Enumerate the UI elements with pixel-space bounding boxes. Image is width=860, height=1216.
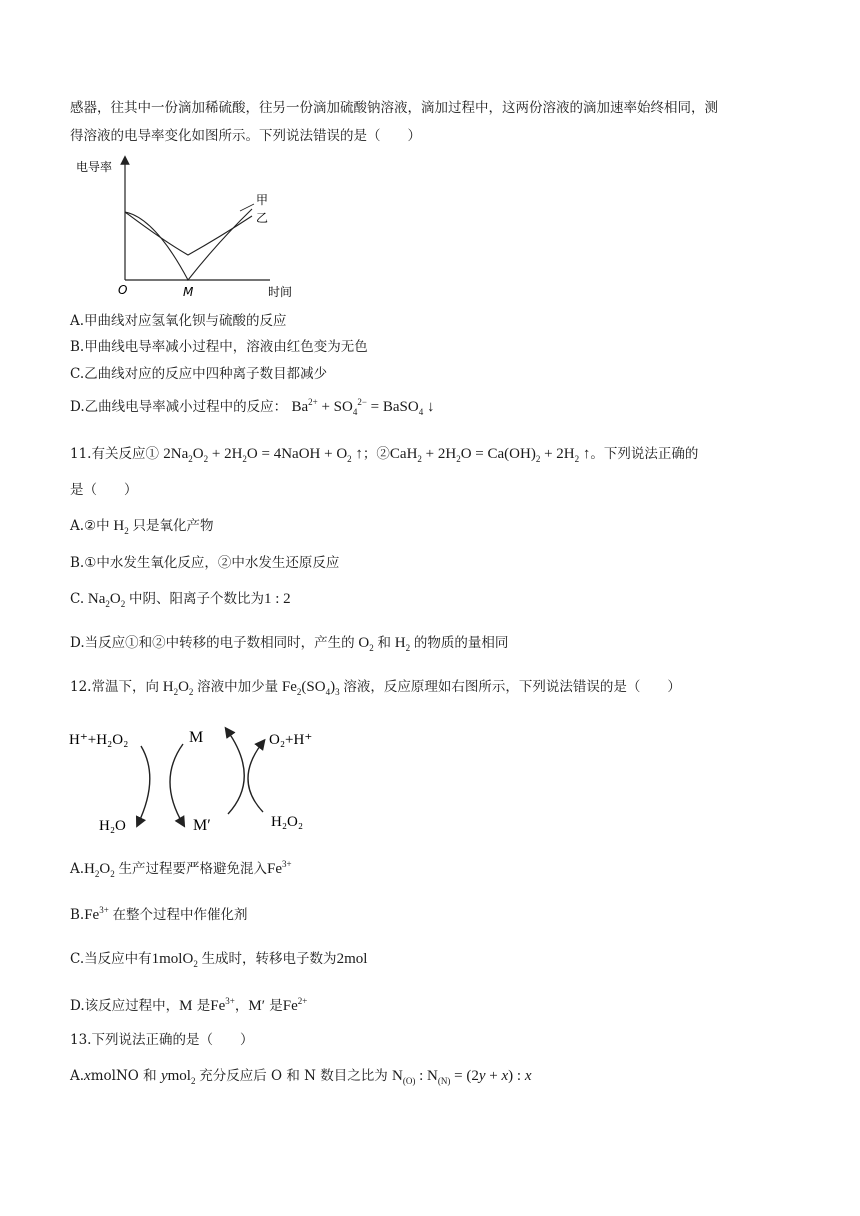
q11-stem-line-2: 是（ ） <box>70 482 138 498</box>
q12-option-a: $A.H_2O_2$ 生产过程要严格避免混入$Fe^{3+}$ <box>70 859 292 879</box>
left-top-label: H⁺+H₂O₂ <box>69 732 129 748</box>
y-axis-label: 电导率 <box>76 160 113 174</box>
q12-option-d: D.该反应过程中，M 是$Fe^{3+}$，M′ 是$Fe^{2+}$ <box>70 996 308 1014</box>
q13-option-a: A.xmolNO 和 ymol$_2$ 充分反应后 O 和 N 数目之比为 $N_{(O)}$ : $N_{(N)} = (2y + x)$ : x <box>70 1068 532 1086</box>
ratio-expression: $N_{(O)}$ : $N_{(N)} = (2y + x)$ : x <box>392 1068 532 1086</box>
q12-stem: 12.常温下，向 $H_2O_2$ 溶液中加少量 $Fe_2(SO_4)_3$ 溶液，反应原理如右图所示，下列说法错误的是（ ） <box>70 679 681 697</box>
q12-option-b: $B.Fe^{3+}$ 在整个过程中作催化剂 <box>70 905 248 923</box>
q10-option-c: C.乙曲线对应的反应中四种离子数目都减少 <box>70 366 328 382</box>
arrow-right-up <box>248 742 263 812</box>
q11-option-c: C. $Na_2O_2$ 中阴、阳离子个数比为1 : 2 <box>70 591 291 609</box>
center-bottom-label: M′ <box>193 817 211 834</box>
right-top-label: O₂+H⁺ <box>269 732 313 748</box>
min-label: M <box>183 285 194 299</box>
x-axis-label: 时间 <box>268 285 293 299</box>
q10-option-a: A.甲曲线对应氢氧化钡与硫酸的反应 <box>70 313 287 329</box>
q11-option-b: B.①中水发生氧化反应，②中水发生还原反应 <box>70 555 340 571</box>
q11-option-a: A.②中 $H_2$ 只是氧化产物 <box>70 518 214 536</box>
reaction-2: $CaH_2 + 2H_2O = Ca(OH)_2 + 2H_2$ ↑ <box>389 446 591 464</box>
curve-yi-label: 乙 <box>256 211 269 225</box>
center-top-label: M <box>189 729 204 746</box>
q11-stem: 11.有关反应① $2Na_2O_2 + 2H_2O$ = 4NaOH + $O_2$ ↑；②CaH$_2$ + $2H_2O = Ca(OH)_2 + 2H_2$ ↑。下列说法正确的 <box>70 446 699 464</box>
intro-line-2: 得溶液的电导率变化如图所示。下列说法错误的是（ ） <box>70 128 421 144</box>
q12-option-c: C.当反应中有1molO$_2$ 生成时，转移电子数为2mol <box>70 951 368 969</box>
arrow-left-down <box>138 746 150 824</box>
q13-stem: 13.下列说法正确的是（ ） <box>70 1032 254 1048</box>
q10-option-d: D.乙曲线电导率减小过程中的反应： $Ba^{2+} + SO_4^{2-}$ = BaSO$_4$ ↓ <box>70 397 435 417</box>
right-bottom-label: H₂O₂ <box>271 814 304 830</box>
curve-yi <box>125 212 252 255</box>
arrow-center-up <box>227 730 244 814</box>
curve-jia-label: 甲 <box>256 193 269 207</box>
reaction-1: $2Na_2O_2 + 2H_2O$ = 4NaOH + $O_2$ ↑ <box>163 446 363 464</box>
q10-option-b: B.甲曲线电导率减小过程中，溶液由红色变为无色 <box>70 339 368 355</box>
curve-jia <box>125 209 252 280</box>
intro-line-1: 感器，往其中一份滴加稀硫酸，往另一份滴加硫酸钠溶液，滴加过程中，这两份溶液的滴加速率始终相同，测 <box>70 100 718 116</box>
left-bottom-label: H₂O <box>99 818 126 834</box>
origin-label: O <box>118 283 128 297</box>
q11-option-d: D.当反应①和②中转移的电子数相同时，产生的 $O_2$ 和 $H_2$ 的物质的量相同 <box>70 635 509 653</box>
arrow-center-down <box>170 744 183 824</box>
conductivity-graph <box>70 152 310 302</box>
ionic-equation: $Ba^{2+} + SO_4^{2-}$ = BaSO$_4$ ↓ <box>291 397 435 417</box>
label-pointer-jia <box>240 204 254 211</box>
catalytic-cycle-diagram <box>65 720 335 845</box>
